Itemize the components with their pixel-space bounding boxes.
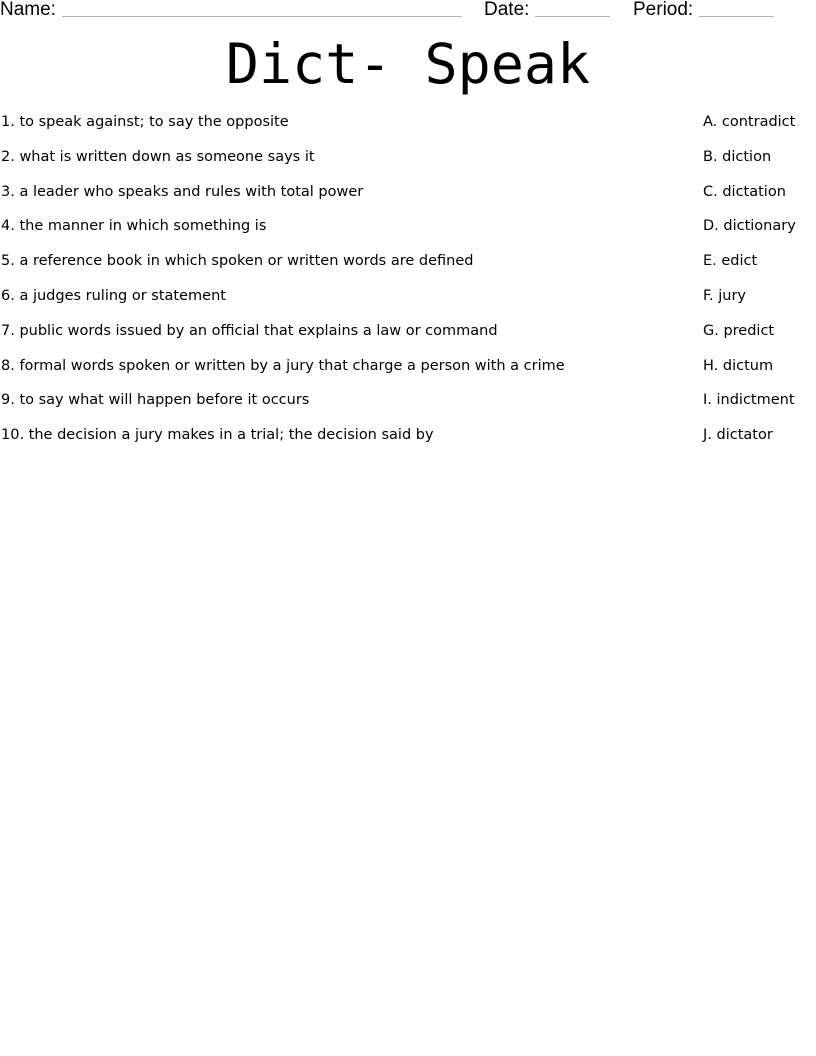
clue-item: 8. formal words spoken or written by a jury that charge a person with a crime <box>1 357 565 374</box>
clue-item: 7. public words issued by an official that explains a law or command <box>1 322 498 339</box>
answer-choice: F. jury <box>703 287 746 304</box>
answer-choice: H. dictum <box>703 357 774 374</box>
matching-row <box>0 111 816 146</box>
matching-row <box>0 424 816 459</box>
clue-item: 9. to say what will happen before it occurs <box>1 392 310 409</box>
matching-list <box>0 111 816 459</box>
period-blank-line[interactable] <box>699 16 774 17</box>
matching-row <box>0 215 816 250</box>
name-label: Name: <box>0 0 56 20</box>
matching-row <box>0 250 816 285</box>
matching-row <box>0 389 816 424</box>
answer-choice: G. predict <box>703 322 775 339</box>
clue-item: 4. the manner in which something is <box>1 218 267 235</box>
clue-item: 10. the decision a jury makes in a trial; the decision said by <box>1 427 434 444</box>
period-label: Period: <box>633 0 694 20</box>
matching-row <box>0 285 816 320</box>
answer-choice: B. diction <box>703 148 772 165</box>
clue-item: 1. to speak against; to say the opposite <box>1 114 289 130</box>
matching-row <box>0 355 816 390</box>
clue-item: 3. a leader who speaks and rules with total power <box>1 183 364 200</box>
clue-item: 5. a reference book in which spoken or written words are defined <box>1 253 474 270</box>
date-blank-line[interactable] <box>535 16 610 17</box>
matching-row <box>0 146 816 181</box>
worksheet-header <box>0 0 816 22</box>
answer-choice: I. indictment <box>703 392 795 409</box>
answer-choice: J. dictator <box>703 427 773 444</box>
answer-choice: A. contradict <box>703 114 796 130</box>
name-blank-line[interactable] <box>62 16 462 17</box>
matching-row <box>0 320 816 355</box>
answer-choice: D. dictionary <box>703 218 796 235</box>
answer-choice: E. edict <box>703 253 758 270</box>
matching-row <box>0 181 816 216</box>
clue-item: 6. a judges ruling or statement <box>1 287 226 304</box>
date-label: Date: <box>484 0 530 20</box>
clue-item: 2. what is written down as someone says it <box>1 148 315 165</box>
answer-choice: C. dictation <box>703 183 786 200</box>
page-title: Dict- Speak <box>225 32 591 96</box>
